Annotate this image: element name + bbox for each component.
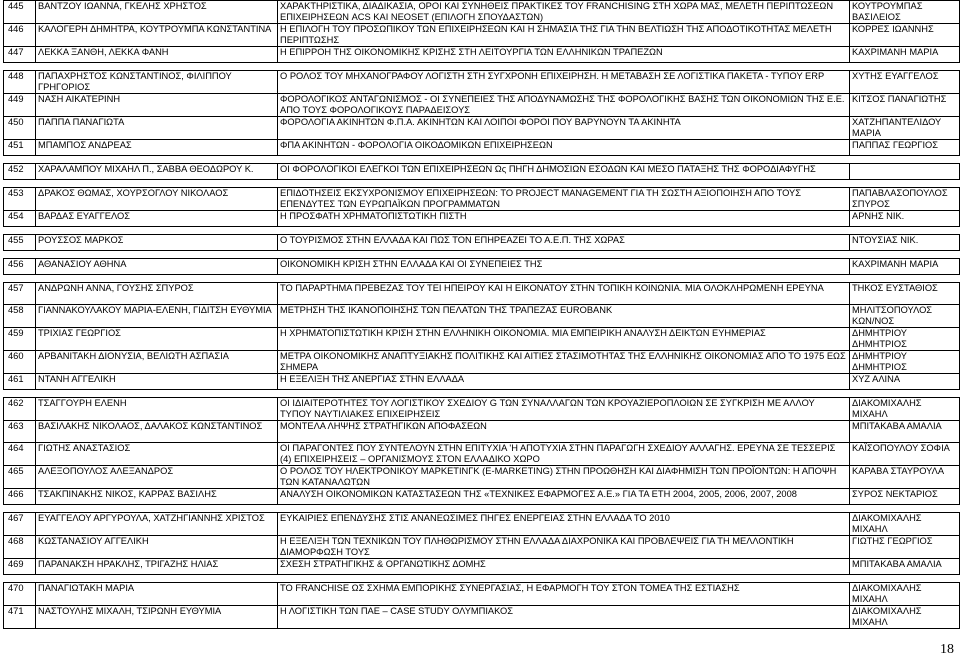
table-row xyxy=(4,283,960,305)
student-names: ΤΣΑΚΠΙΝΑΚΗΣ ΝΙΚΟΣ, ΚΑΡΡΑΣ ΒΑΣΙΛΗΣ xyxy=(36,489,278,505)
row-spacer xyxy=(4,156,960,164)
spacer-cell xyxy=(4,156,960,164)
table-row xyxy=(4,164,960,180)
row-number: 466 xyxy=(4,489,36,505)
supervisor-name: ΧΥΤΗΣ ΕΥΑΓΓΕΛΟΣ xyxy=(850,71,960,94)
supervisor-name: ΜΗΛΙΤΣΟΠΟΥΛΟΣ ΚΩΝ/ΝΟΣ xyxy=(850,305,960,328)
supervisor-name: ΤΗΚΟΣ ΕΥΣΤΑΘΙΟΣ xyxy=(850,283,960,305)
table-row xyxy=(4,443,960,466)
thesis-title: Η ΧΡΗΜΑΤΟΠΙΣΤΩΤΙΚΗ ΚΡΙΣΗ ΣΤΗΝ ΕΛΛΗΝΙΚΗ ΟΙΚΟΝΟΜΙΑ. ΜΙΑ ΕΜΠΕΙΡΙΚΗ ΑΝΑΛΥΣΗ ΔΕΙΚΤΩΝ ΕΥΗΜΕΡΙΑΣ xyxy=(278,328,850,351)
student-names: ΤΡΙΧΙΑΣ ΓΕΩΡΓΙΟΣ xyxy=(36,328,278,351)
student-names: ΡΟΥΣΣΟΣ ΜΑΡΚΟΣ xyxy=(36,235,278,251)
row-number: 445 xyxy=(4,1,36,24)
supervisor-name: ΠΑΠΑΒΛΑΣΟΠΟΥΛΟΣ ΣΠΥΡΟΣ xyxy=(850,188,960,211)
student-names: ΚΩΣΤΑΝΑΣΙΟΥ ΑΓΓΕΛΙΚΗ xyxy=(36,536,278,559)
thesis-title: Η ΕΠΙΡΡΟΗ ΤΗΣ ΟΙΚΟΝΟΜΙΚΗΣ ΚΡΙΣΗΣ ΣΤΗ ΛΕΙΤΟΥΡΓΙΑ ΤΩΝ ΕΛΛΗΝΙΚΩΝ ΤΡΑΠΕΖΩΝ xyxy=(278,47,850,63)
row-number: 468 xyxy=(4,536,36,559)
supervisor-name: ΚΙΤΣΟΣ ΠΑΝΑΓΙΩΤΗΣ xyxy=(850,94,960,117)
table-row xyxy=(4,1,960,24)
table-row xyxy=(4,24,960,47)
student-names: ΑΛΕΞΟΠΟΥΛΟΣ ΑΛΕΞΑΝΔΡΟΣ xyxy=(36,466,278,489)
thesis-title: ΜΟΝΤΕΛΑ ΛΗΨΗΣ ΣΤΡΑΤΗΓΙΚΩΝ ΑΠΟΦΑΣΕΩΝ xyxy=(278,421,850,443)
thesis-title: ΤΟ ΠΑΡΑΡΤΗΜΑ ΠΡΕΒΕΖΑΣ ΤΟΥ ΤΕΙ ΗΠΕΙΡΟΥ ΚΑΙ Η ΕΙΚΟΝΑΤΟΥ ΣΤΗΝ ΤΟΠΙΚΗ ΚΟΙΝΩΝΙΑ. ΜΙΑ ΟΛΟΚΛΗΡΩΜΕΝΗ ΕΡΕΥΝΑ xyxy=(278,283,850,305)
thesis-title: Ο ΡΟΛΟΣ ΤΟΥ ΗΛΕΚΤΡΟΝΙΚΟΥ ΜΑΡΚΕΤΙΝΓΚ (E-MARKETING) ΣΤΗΝ ΠΡΟΩΘΗΣΗ ΚΑΙ ΔΙΑΦΗΜΙΣΗ ΤΩΝ ΠΡΟΪΟΝΤΩΝ: Η ΑΠΟΨΗ ΤΩΝ ΚΑΤΑΝΑΛΩΤΩΝ xyxy=(278,466,850,489)
row-number: 460 xyxy=(4,351,36,374)
row-number: 467 xyxy=(4,513,36,536)
table-row xyxy=(4,71,960,94)
row-number: 455 xyxy=(4,235,36,251)
thesis-title: ΜΕΤΡΑ ΟΙΚΟΝΟΜΙΚΗΣ ΑΝΑΠΤΥΞΙΑΚΗΣ ΠΟΛΙΤΙΚΗΣ ΚΑΙ ΑΙΤΙΕΣ ΣΤΑΣΙΜΟΤΗΤΑΣ ΤΗΣ ΕΛΛΗΝΙΚΗΣ ΟΙΚΟΝΟΜΙΑΣ ΑΠΟ ΤΟ 1975 ΕΩΣ ΣΗΜΕΡΑ xyxy=(278,351,850,374)
student-names: ΑΡΒΑΝΙΤΑΚΗ ΔΙΟΝΥΣΙΑ, ΒΕΛΙΩΤΗ ΑΣΠΑΣΙΑ xyxy=(36,351,278,374)
supervisor-name: ΝΤΟΥΣΙΑΣ ΝΙΚ. xyxy=(850,235,960,251)
thesis-title: ΦΠΑ ΑΚΙΝΗΤΩΝ - ΦΟΡΟΛΟΓΙΑ ΟΙΚΟΔΟΜΙΚΩΝ ΕΠΙΧΕΙΡΗΣΕΩΝ xyxy=(278,140,850,156)
student-names: ΝΤΑΝΗ ΑΓΓΕΛΙΚΗ xyxy=(36,374,278,390)
row-number: 470 xyxy=(4,583,36,606)
supervisor-name: ΚΑΪΣΟΠΟΥΛΟΥ ΣΟΦΙΑ xyxy=(850,443,960,466)
student-names: ΚΑΛΟΓΕΡΗ ΔΗΜΗΤΡΑ, ΚΟΥΤΡΟΥΜΠΑ ΚΩΝΣΤΑΝΤΙΝΑ xyxy=(36,24,278,47)
student-names: ΜΠΑΜΠΟΣ ΑΝΔΡΕΑΣ xyxy=(36,140,278,156)
thesis-title: ΕΠΙΔΟΤΗΣΕΙΣ ΕΚΣΥΧΡΟΝΙΣΜΟΥ ΕΠΙΧΕΙΡΗΣΕΩΝ: ΤΟ PROJECT MANAGEMENT ΓΙΑ ΤΗ ΣΩΣΤΗ ΑΞΙΟΠΟΙΗΣΗ ΑΠΟ ΤΟΥΣ ΕΠΕΝΔΥΤΕΣ ΤΩΝ ΕΥΡΩΠΑΪΚΩΝ ΠΡΟΓΡΑΜΜΑΤΩΝ xyxy=(278,188,850,211)
row-number: 450 xyxy=(4,117,36,140)
row-number: 451 xyxy=(4,140,36,156)
student-names: ΠΑΠΑΧΡΗΣΤΟΣ ΚΩΝΣΤΑΝΤΙΝΟΣ, ΦΙΛΙΠΠΟΥ ΓΡΗΓΟΡΙΟΣ xyxy=(36,71,278,94)
table-row xyxy=(4,305,960,328)
supervisor-name: ΜΠΙΤΑΚΑΒΑ ΑΜΑΛΙΑ xyxy=(850,421,960,443)
row-number: 456 xyxy=(4,259,36,275)
supervisor-name: ΚΟΥΤΡΟΥΜΠΑΣ ΒΑΣΙΛΕΙΟΣ xyxy=(850,1,960,24)
table-row xyxy=(4,117,960,140)
table-row xyxy=(4,235,960,251)
row-spacer xyxy=(4,390,960,398)
page-number: 18 xyxy=(940,642,954,657)
table-row xyxy=(4,188,960,211)
table-row xyxy=(4,328,960,351)
supervisor-name: ΔΙΑΚΟΜΙΧΑΛΗΣ ΜΙΧΑΗΛ xyxy=(850,398,960,421)
row-number: 462 xyxy=(4,398,36,421)
table-row xyxy=(4,259,960,275)
thesis-title: Ο ΡΟΛΟΣ ΤΟΥ ΜΗΧΑΝΟΓΡΑΦΟΥ ΛΟΓΙΣΤΗ ΣΤΗ ΣΥΓΧΡΟΝΗ ΕΠΙΧΕΙΡΗΣΗ. Η ΜΕΤΑΒΑΣΗ ΣΕ ΛΟΓΙΣΤΙΚΑ ΠΑΚΕΤΑ - ΤΥΠΟΥ ERP xyxy=(278,71,850,94)
student-names: ΑΝΔΡΩΝΗ ΑΝΝΑ, ΓΟΥΣΗΣ ΣΠΥΡΟΣ xyxy=(36,283,278,305)
spacer-cell xyxy=(4,63,960,71)
row-number: 465 xyxy=(4,466,36,489)
student-names: ΒΑΣΙΛΑΚΗΣ ΝΙΚΟΛΑΟΣ, ΔΑΛΑΚΟΣ ΚΩΝΣΤΑΝΤΙΝΟΣ xyxy=(36,421,278,443)
student-names: ΓΙΩΤΗΣ ΑΝΑΣΤΑΣΙΟΣ xyxy=(36,443,278,466)
table-row xyxy=(4,140,960,156)
table-row xyxy=(4,94,960,117)
table-row xyxy=(4,606,960,629)
table-row xyxy=(4,559,960,575)
supervisor-name: ΔΙΑΚΟΜΙΧΑΛΗΣ ΜΙΧΑΗΛ xyxy=(850,583,960,606)
thesis-title: ΦΟΡΟΛΟΓΙΑ ΑΚΙΝΗΤΩΝ Φ.Π.Α. ΑΚΙΝΗΤΩΝ ΚΑΙ ΛΟΙΠΟΙ ΦΟΡΟΙ ΠΟΥ ΒΑΡΥΝΟΥΝ ΤΑ ΑΚΙΝΗΤΑ xyxy=(278,117,850,140)
supervisor-name: ΚΑΡΑΒΑ ΣΤΑΥΡΟΥΛΑ xyxy=(850,466,960,489)
thesis-title: ΧΑΡΑΚΤΗΡΙΣΤΙΚΑ, ΔΙΑΔΙΚΑΣΙΑ, ΟΡΟΙ ΚΑΙ ΣΥΝΗΘΕΙΣ ΠΡΑΚΤΙΚΕΣ ΤΟΥ FRANCHISING ΣΤΗ ΧΩΡΑ ΜΑΣ, ΜΕΛΕΤΗ ΠΕΡΙΠΤΩΣΕΩΝ ΕΠΙΧΕΙΡΗΣΕΩΝ ACS ΚΑΙ NEOSET (ΕΠΙΛΟΓΗ ΣΠΟΥΔΑΣΤΩΝ) xyxy=(278,1,850,24)
row-number: 449 xyxy=(4,94,36,117)
row-number: 463 xyxy=(4,421,36,443)
table-row xyxy=(4,398,960,421)
spacer-cell xyxy=(4,275,960,283)
supervisor-name: ΧΥΖ ΑΛΙΝΑ xyxy=(850,374,960,390)
row-number: 448 xyxy=(4,71,36,94)
table-row xyxy=(4,351,960,374)
row-number: 457 xyxy=(4,283,36,305)
row-number: 454 xyxy=(4,211,36,227)
row-number: 453 xyxy=(4,188,36,211)
table-row xyxy=(4,421,960,443)
thesis-title: Η ΠΡΟΣΦΑΤΗ ΧΡΗΜΑΤΟΠΙΣΤΩΤΙΚΗ ΠΙΣΤΗ xyxy=(278,211,850,227)
supervisor-name: ΠΑΠΠΑΣ ΓΕΩΡΓΙΟΣ xyxy=(850,140,960,156)
student-names: ΔΡΑΚΟΣ ΘΩΜΑΣ, ΧΟΥΡΣΟΓΛΟΥ ΝΙΚΟΛΑΟΣ xyxy=(36,188,278,211)
student-names: ΠΑΝΑΓΙΩΤΑΚΗ ΜΑΡΙΑ xyxy=(36,583,278,606)
table-row xyxy=(4,536,960,559)
table-row xyxy=(4,583,960,606)
supervisor-name: ΚΑΧΡΙΜΑΝΗ ΜΑΡΙΑ xyxy=(850,259,960,275)
supervisor-name: ΓΙΩΤΗΣ ΓΕΩΡΓΙΟΣ xyxy=(850,536,960,559)
supervisor-name: ΚΑΧΡΙΜΑΝΗ ΜΑΡΙΑ xyxy=(850,47,960,63)
supervisor-name: ΧΑΤΖΗΠΑΝΤΕΛΙΔΟΥ ΜΑΡΙΑ xyxy=(850,117,960,140)
supervisor-name: ΔΙΑΚΟΜΙΧΑΛΗΣ ΜΙΧΑΗΛ xyxy=(850,513,960,536)
row-number: 459 xyxy=(4,328,36,351)
thesis-table-body xyxy=(4,1,960,629)
row-spacer xyxy=(4,227,960,235)
thesis-title: ΣΧΕΣΗ ΣΤΡΑΤΗΓΙΚΗΣ & ΟΡΓΑΝΩΤΙΚΗΣ ΔΟΜΗΣ xyxy=(278,559,850,575)
student-names: ΑΘΑΝΑΣΙΟΥ ΑΘΗΝΑ xyxy=(36,259,278,275)
row-spacer xyxy=(4,63,960,71)
row-spacer xyxy=(4,275,960,283)
supervisor-name: ΚΟΡΡΕΣ ΙΩΑΝΝΗΣ xyxy=(850,24,960,47)
thesis-title: Η ΕΠΙΛΟΓΗ ΤΟΥ ΠΡΟΣΩΠΙΚΟΥ ΤΩΝ ΕΠΙΧΕΙΡΗΣΕΩΝ ΚΑΙ Η ΣΗΜΑΣΙΑ ΤΗΣ ΓΙΑ ΤΗΝ ΒΕΛΤΙΩΣΗ ΤΗΣ ΑΠΟΔΟΤΙΚΟΤΗΤΑΣ ΜΕΛΕΤΗ ΠΕΡΙΠΤΩΣΗΣ xyxy=(278,24,850,47)
table-row xyxy=(4,374,960,390)
supervisor-name xyxy=(850,164,960,180)
row-number: 469 xyxy=(4,559,36,575)
thesis-title: ΕΥΚΑΙΡΙΕΣ ΕΠΕΝΔΥΣΗΣ ΣΤΙΣ ΑΝΑΝΕΩΣΙΜΕΣ ΠΗΓΕΣ ΕΝΕΡΓΕΙΑΣ ΣΤΗΝ ΕΛΛΑΔΑ ΤΟ 2010 xyxy=(278,513,850,536)
spacer-cell xyxy=(4,505,960,513)
student-names: ΧΑΡΑΛΑΜΠΟΥ ΜΙΧΑΗΛ Π., ΣΑΒΒΑ ΘΕΟΔΩΡΟΥ Κ. xyxy=(36,164,278,180)
thesis-title: ΤΟ FRANCHISE ΩΣ ΣΧΗΜΑ ΕΜΠΟΡΙΚΗΣ ΣΥΝΕΡΓΑΣΙΑΣ, Η ΕΦΑΡΜΟΓΗ ΤΟΥ ΣΤΟΝ ΤΟΜΕΑ ΤΗΣ ΕΣΤΙΑΣΗΣ xyxy=(278,583,850,606)
row-number: 452 xyxy=(4,164,36,180)
student-names: ΒΑΝΤΖΟΥ ΙΩΑΝΝΑ, ΓΚΕΛΗΣ ΧΡΗΣΤΟΣ xyxy=(36,1,278,24)
thesis-title: ΟΙ ΙΔΙΑΙΤΕΡΟΤΗΤΕΣ ΤΟΥ ΛΟΓΙΣΤΙΚΟΥ ΣΧΕΔΙΟΥ G ΤΩΝ ΣΥΝΑΛΛΑΓΩΝ ΤΩΝ ΚΡΟΥΑΖΙΕΡΟΠΛΟΙΩΝ ΣΕ ΣΥΓΚΡΙΣΗ ΜΕ ΑΛΛΟΥ ΤΥΠΟΥ ΝΑΥΤΙΛΙΑΚΕΣ ΕΠΙΧΕΙΡΗΣΕΙΣ xyxy=(278,398,850,421)
thesis-title: ΜΕΤΡΗΣΗ ΤΗΣ ΙΚΑΝΟΠΟΙΗΣΗΣ ΤΩΝ ΠΕΛΑΤΩΝ ΤΗΣ ΤΡΑΠΕΖΑΣ EUROBANK xyxy=(278,305,850,328)
student-names: ΛΕΚΚΑ ΞΑΝΘΗ, ΛΕΚΚΑ ΦΑΝΗ xyxy=(36,47,278,63)
row-spacer xyxy=(4,505,960,513)
thesis-title: ΟΙ ΦΟΡΟΛΟΓΙΚΟΙ ΕΛΕΓΚΟΙ ΤΩΝ ΕΠΙΧΕΙΡΗΣΕΩΝ Ως ΠΗΓΗ ΔΗΜΟΣΙΩΝ ΕΣΟΔΩΝ ΚΑΙ ΜΕΣΟ ΠΑΤΑΞΗΣ ΤΗΣ ΦΟΡΟΔΙΑΦΥΓΗΣ xyxy=(278,164,850,180)
spacer-cell xyxy=(4,227,960,235)
table-row xyxy=(4,513,960,536)
thesis-table xyxy=(3,0,960,629)
student-names: ΠΑΠΠΑ ΠΑΝΑΓΙΩΤΑ xyxy=(36,117,278,140)
student-names: ΠΑΡΑΝΑΚΣΗ ΗΡΑΚΛΗΣ, ΤΡΙΓΑΖΗΣ ΗΛΙΑΣ xyxy=(36,559,278,575)
supervisor-name: ΜΠΙΤΑΚΑΒΑ ΑΜΑΛΙΑ xyxy=(850,559,960,575)
spacer-cell xyxy=(4,180,960,188)
thesis-title: ΦΟΡΟΛΟΓΙΚΟΣ ΑΝΤΑΓΩΝΙΣΜΟΣ - ΟΙ ΣΥΝΕΠΕΙΕΣ ΤΗΣ ΑΠΟΔΥΝΑΜΩΣΗΣ ΤΗΣ ΦΟΡΟΛΟΓΙΚΗΣ ΒΑΣΗΣ ΤΩΝ ΟΙΚΟΝΟΜΙΩΝ ΤΗΣ Ε.Ε. ΑΠΟ ΤΟΥΣ ΦΟΡΟΛΟΓΙΚΟΥΣ ΠΑΡΑΔΕΙΣΟΥΣ xyxy=(278,94,850,117)
row-spacer xyxy=(4,251,960,259)
student-names: ΝΑΣΗ ΑΙΚΑΤΕΡΙΝΗ xyxy=(36,94,278,117)
row-number: 464 xyxy=(4,443,36,466)
student-names: ΝΑΣΤΟΥΛΗΣ ΜΙΧΑΛΗ, ΤΣΙΡΩΝΗ ΕΥΘΥΜΙΑ xyxy=(36,606,278,629)
row-number: 471 xyxy=(4,606,36,629)
supervisor-name: ΣΥΡΟΣ ΝΕΚΤΑΡΙΟΣ xyxy=(850,489,960,505)
student-names: ΕΥΑΓΓΕΛΟΥ ΑΡΓΥΡΟΥΛΑ, ΧΑΤΖΗΓΙΑΝΝΗΣ ΧΡΙΣΤΟΣ xyxy=(36,513,278,536)
student-names: ΒΑΡΔΑΣ ΕΥΑΓΓΕΛΟΣ xyxy=(36,211,278,227)
row-number: 458 xyxy=(4,305,36,328)
thesis-title: Η ΕΞΕΛΙΞΗ ΤΩΝ ΤΕΧΝΙΚΩΝ ΤΟΥ ΠΛΗΘΩΡΙΣΜΟΥ ΣΤΗΝ ΕΛΛΑΔΑ ΔΙΑΧΡΟΝΙΚΑ ΚΑΙ ΠΡΟΒΛΕΨΕΙΣ ΓΙΑ ΤΗ ΜΕΛΛΟΝΤΙΚΗ ΔΙΑΜΟΡΦΩΣΗ ΤΟΥΣ xyxy=(278,536,850,559)
thesis-title: ΟΙΚΟΝΟΜΙΚΗ ΚΡΙΣΗ ΣΤΗΝ ΕΛΛΑΔΑ ΚΑΙ ΟΙ ΣΥΝΕΠΕΙΕΣ ΤΗΣ xyxy=(278,259,850,275)
spacer-cell xyxy=(4,251,960,259)
spacer-cell xyxy=(4,575,960,583)
thesis-title: Η ΛΟΓΙΣΤΙΚΗ ΤΩΝ ΠΑΕ – CASE STUDY ΟΛΥΜΠΙΑΚΟΣ xyxy=(278,606,850,629)
spacer-cell xyxy=(4,390,960,398)
supervisor-name: ΔΗΜΗΤΡΙΟΥ ΔΗΜΗΤΡΙΟΣ xyxy=(850,351,960,374)
table-row xyxy=(4,466,960,489)
table-row xyxy=(4,47,960,63)
row-number: 446 xyxy=(4,24,36,47)
student-names: ΤΣΑΓΓΟΥΡΗ ΕΛΕΝΗ xyxy=(36,398,278,421)
thesis-title: Η ΕΞΕΛΙΞΗ ΤΗΣ ΑΝΕΡΓΙΑΣ ΣΤΗΝ ΕΛΛΑΔΑ xyxy=(278,374,850,390)
row-spacer xyxy=(4,180,960,188)
supervisor-name: ΔΙΑΚΟΜΙΧΑΛΗΣ ΜΙΧΑΗΛ xyxy=(850,606,960,629)
supervisor-name: ΑΡΝΗΣ ΝΙΚ. xyxy=(850,211,960,227)
supervisor-name: ΔΗΜΗΤΡΙΟΥ ΔΗΜΗΤΡΙΟΣ xyxy=(850,328,960,351)
thesis-title: Ο ΤΟΥΡΙΣΜΟΣ ΣΤΗΝ ΕΛΛΑΔΑ ΚΑΙ ΠΩΣ ΤΟΝ ΕΠΗΡΕΑΖΕΙ ΤΟ Α.Ε.Π. ΤΗΣ ΧΩΡΑΣ xyxy=(278,235,850,251)
student-names: ΓΙΑΝΝΑΚΟΥΛΑΚΟΥ ΜΑΡΙΑ-ΕΛΕΝΗ, ΓΙΔΙΤΣΗ ΕΥΘΥΜΙΑ xyxy=(36,305,278,328)
row-spacer xyxy=(4,575,960,583)
table-row xyxy=(4,211,960,227)
row-number: 461 xyxy=(4,374,36,390)
thesis-title: ΑΝΑΛΥΣΗ ΟΙΚΟΝΟΜΙΚΩΝ ΚΑΤΑΣΤΑΣΕΩΝ ΤΗΣ «ΤΕΧΝΙΚΕΣ ΕΦΑΡΜΟΓΕΣ Α.Ε.» ΓΙΑ ΤΑ ΕΤΗ 2004, 2005, 2006, 2007, 2008 xyxy=(278,489,850,505)
table-row xyxy=(4,489,960,505)
thesis-title: ΟΙ ΠΑΡΑΓΟΝΤΕΣ ΠΟΥ ΣΥΝΤΕΛΟΥΝ ΣΤΗΝ ΕΠΙΤΥΧΙΑ 'Η ΑΠΟΤΥΧΙΑ ΣΤΗΝ ΠΑΡΑΓΩΓΗ ΣΧΕΔΙΟΥ ΑΛΛΑΓΗΣ. ΕΡΕΥΝΑ ΣΕ ΤΕΣΣΕΡΙΣ (4) ΕΠΙΧΕΙΡΗΣΕΙΣ – ΟΡΓΑΝΙΣΜΟΥΣ ΣΤΟΝ ΕΛΛΑΔΙΚΟ ΧΩΡΟ xyxy=(278,443,850,466)
row-number: 447 xyxy=(4,47,36,63)
